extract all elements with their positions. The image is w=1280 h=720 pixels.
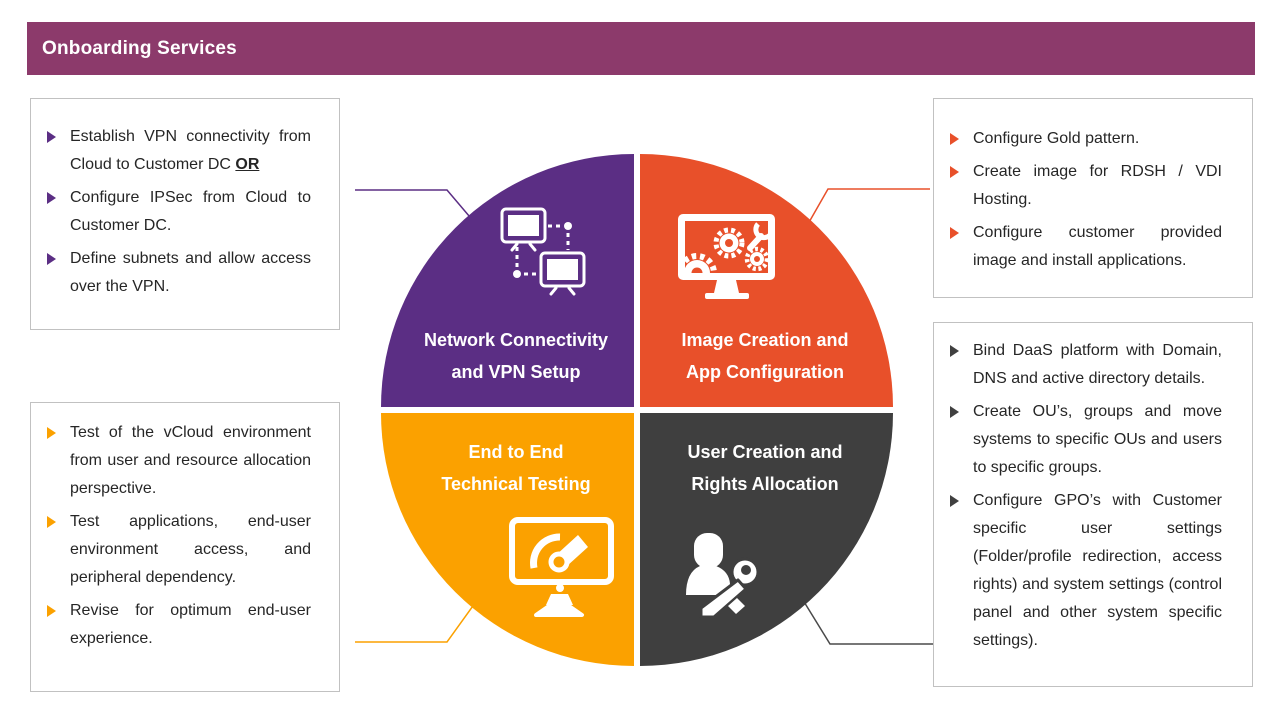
list-item <box>43 245 339 301</box>
connector-user <box>798 592 933 644</box>
bullet-text: Bind DaaS platform with Domain, DNS and active directory details. <box>973 342 1222 387</box>
bullet-text: Create image for RDSH / VDI Hosting. <box>973 163 1222 208</box>
bullet-triangle-icon <box>47 516 56 528</box>
bullet-list <box>946 125 1252 275</box>
bullet-text: Create OU’s, groups and move systems to specific OUs and users to specific groups. <box>973 403 1222 476</box>
list-item <box>43 508 339 592</box>
list-item <box>43 597 339 653</box>
bullet-triangle-icon <box>950 133 959 145</box>
bullet-list <box>43 419 339 653</box>
list-item <box>946 219 1252 275</box>
user-creation-notes-box <box>933 322 1253 687</box>
quadrant-label-user <box>645 436 885 500</box>
bullet-text: Revise for optimum end-user experience. <box>70 602 311 647</box>
list-item <box>946 125 1252 153</box>
bullet-triangle-icon <box>47 427 56 439</box>
bullet-triangle-icon <box>950 227 959 239</box>
image-creation-notes-box <box>933 98 1253 298</box>
quadrant-label-image <box>645 324 885 388</box>
bullet-text: Configure IPSec from Cloud to Customer DC. <box>70 189 311 234</box>
bullet-triangle-icon <box>950 406 959 418</box>
bullet-text: Configure GPO’s with Customer specific user settings (Folder/profile redirection, access rights) and system settings (control panel and other system specific settings). <box>973 492 1222 649</box>
bullet-text-main: Establish VPN connectivity from Cloud to Customer DC <box>70 128 311 173</box>
bullet-triangle-icon <box>950 166 959 178</box>
bullet-triangle-icon <box>950 345 959 357</box>
bullet-text: Configure Gold pattern. <box>973 130 1140 147</box>
bullet-text: Test applications, end-user environment access, and peripheral dependency. <box>70 513 311 586</box>
quadrant-label-line: App Configuration <box>686 362 844 382</box>
bullet-triangle-icon <box>950 495 959 507</box>
bullet-list <box>946 337 1252 655</box>
quadrant-label-network <box>392 324 640 388</box>
bullet-list <box>43 123 339 301</box>
bullet-text <box>70 123 311 179</box>
list-item <box>43 419 339 503</box>
bullet-text: Configure customer provided image and install applications. <box>973 224 1222 269</box>
bullet-text: Define subnets and allow access over the VPN. <box>70 250 311 295</box>
quadrant-label-testing <box>392 436 640 500</box>
technical-testing-notes-box <box>30 402 340 692</box>
quadrant-label-line: User Creation and <box>687 442 843 462</box>
bullet-triangle-icon <box>47 253 56 265</box>
quadrant-label-line: Rights Allocation <box>691 474 839 494</box>
quadrant-label-line: Network Connectivity <box>423 330 609 350</box>
quadrant-label-line: and VPN Setup <box>451 362 581 382</box>
list-item <box>43 184 339 240</box>
bullet-triangle-icon <box>47 605 56 617</box>
quadrant-label-line: Technical Testing <box>441 474 591 494</box>
list-item <box>946 337 1252 393</box>
quadrant-label-line: End to End <box>468 442 564 462</box>
quadrant-label-line: Image Creation and <box>681 330 849 350</box>
list-item <box>946 398 1252 482</box>
page-title: Onboarding Services <box>42 37 237 59</box>
list-item <box>43 123 339 179</box>
bullet-triangle-icon <box>47 192 56 204</box>
bullet-text-emphasis: OR <box>235 156 260 173</box>
list-item <box>946 487 1252 655</box>
list-item <box>946 158 1252 214</box>
network-vpn-notes-box <box>30 98 340 330</box>
bullet-text: Test of the vCloud environment from user and resource allocation perspective. <box>70 424 311 497</box>
bullet-triangle-icon <box>47 131 56 143</box>
